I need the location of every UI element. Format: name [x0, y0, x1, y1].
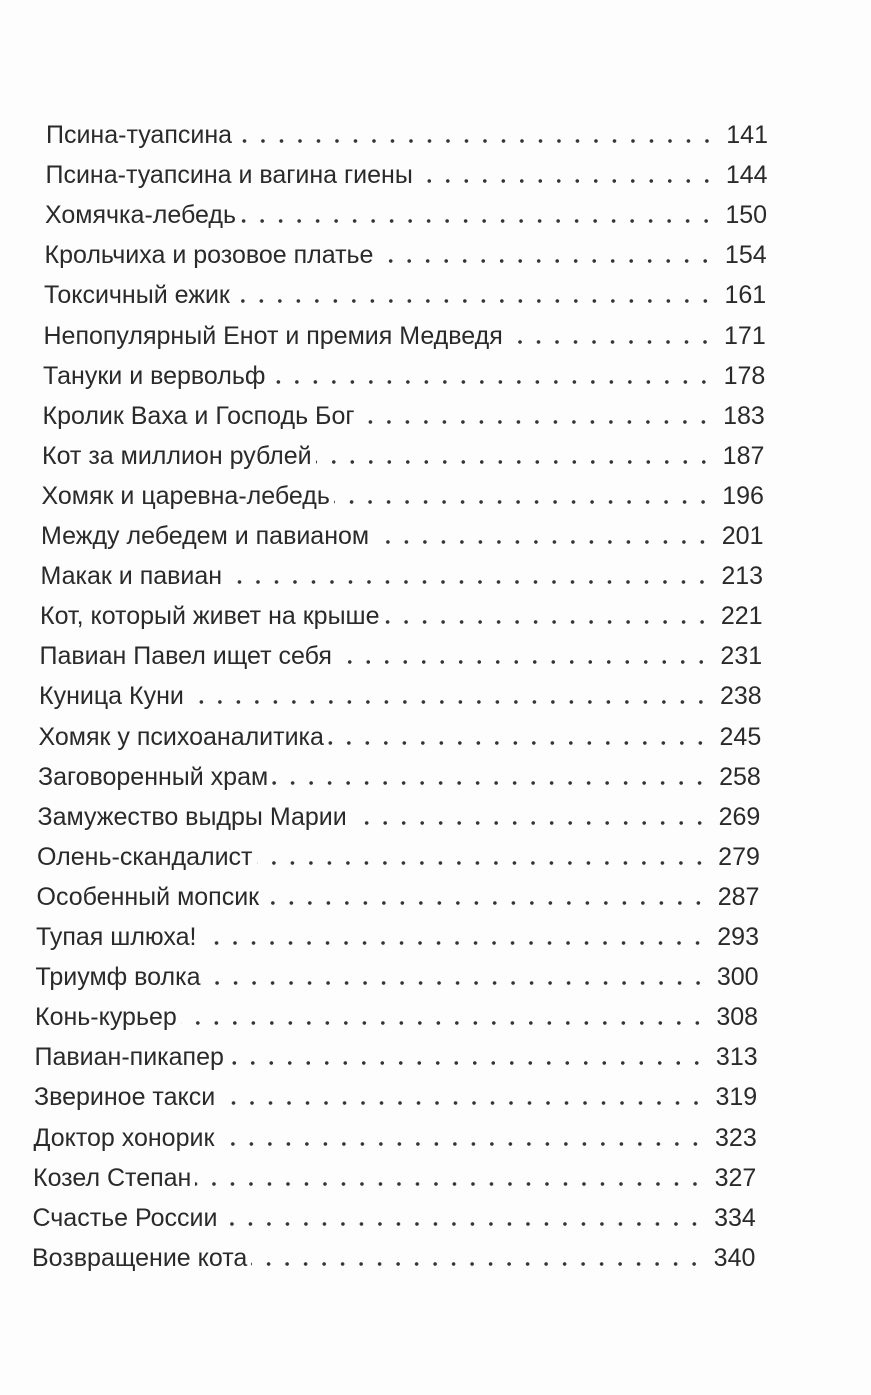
toc-entry-title: Хомячка-лебедь	[45, 201, 236, 230]
dot-leader	[377, 258, 714, 264]
toc-entry-page: 213	[721, 562, 764, 591]
toc-entry-title: Павиан-пикапер	[34, 1043, 224, 1072]
toc-entry-page: 154	[724, 241, 767, 270]
toc-entry-page: 231	[720, 642, 763, 671]
toc-entry-page: 238	[719, 682, 762, 711]
toc-entry	[39, 720, 762, 754]
toc-entry-page: 183	[723, 401, 765, 430]
dot-leader	[384, 619, 711, 625]
toc-entry-title: Счастье России	[32, 1203, 218, 1232]
dot-leader	[195, 1181, 704, 1187]
dot-leader	[263, 900, 708, 906]
toc-entry	[41, 559, 764, 593]
dot-leader	[240, 218, 715, 224]
toc-entry-title: Возвращение кота	[32, 1243, 248, 1272]
dot-leader	[417, 178, 716, 184]
toc-entry-title: Между лебедем и павианом	[41, 522, 370, 550]
toc-entry-page: 150	[725, 201, 768, 230]
toc-entry	[38, 800, 761, 834]
toc-entry-page: 319	[715, 1083, 758, 1112]
dot-leader	[257, 860, 709, 866]
toc-entry	[41, 519, 764, 553]
toc-entry-title: Особенный мопсик	[36, 882, 260, 911]
toc-entry	[44, 319, 766, 353]
toc-entry	[43, 399, 765, 433]
dot-leader	[234, 298, 715, 304]
toc-entry	[38, 760, 761, 794]
toc-entry	[46, 118, 768, 152]
toc-entry-title: Непопулярный Енот и премия Медведя	[43, 321, 503, 350]
dot-leader	[269, 379, 713, 385]
dot-leader	[218, 1141, 705, 1147]
toc-entry	[37, 880, 760, 914]
dot-leader	[334, 499, 712, 505]
toc-entry-page: 287	[717, 882, 760, 911]
toc-entry-page: 308	[716, 1003, 759, 1032]
toc-entry	[44, 278, 766, 312]
toc-entry	[34, 1080, 757, 1114]
toc-entry-page: 187	[722, 441, 765, 470]
toc-entry	[39, 679, 762, 713]
dot-leader	[358, 419, 713, 425]
toc-entry-page: 300	[716, 963, 759, 992]
dot-leader	[316, 459, 713, 465]
toc-entry-title: Псина-туапсина и вагина гиены	[45, 161, 413, 190]
toc-entry-title: Крольчиха и розовое платье	[44, 241, 374, 270]
toc-entry	[40, 639, 763, 673]
toc-entry-page: 144	[725, 161, 768, 190]
toc-entry	[33, 1201, 756, 1235]
toc-entry-page: 313	[715, 1043, 758, 1072]
toc-entry-page: 171	[724, 321, 766, 350]
dot-leader	[507, 339, 714, 345]
toc-entry-page: 178	[723, 361, 766, 390]
toc-entry	[45, 238, 767, 272]
toc-entry-page: 221	[720, 602, 763, 631]
toc-entry-page: 293	[717, 923, 759, 951]
toc-entry	[34, 1121, 757, 1155]
toc-entry-title: Звериное такси	[34, 1083, 216, 1112]
toc-entry	[32, 1241, 755, 1275]
dot-leader	[181, 1020, 707, 1026]
dot-leader	[236, 138, 716, 144]
toc-entry	[36, 920, 759, 954]
toc-entry	[33, 1161, 756, 1195]
toc-entry-title: Павиан Павел ищет себя	[39, 642, 332, 671]
toc-entry-page: 258	[719, 762, 761, 791]
toc-entry-page: 201	[721, 522, 764, 550]
toc-entry	[42, 439, 764, 473]
toc-entry-title: Псина-туапсина	[46, 121, 233, 149]
toc-entry-title: Доктор хонорик	[33, 1123, 215, 1152]
toc-entry	[35, 1000, 758, 1034]
toc-entry-title: Хомяк и царевна-лебедь	[41, 481, 330, 510]
toc-entry-title: Тануки и вервольф	[43, 361, 266, 390]
toc-entry-title: Токсичный ежик	[44, 281, 230, 310]
dot-leader	[328, 740, 710, 746]
toc-entry-title: Хомяк у психоаналитика	[38, 722, 324, 751]
toc-entry-title: Конь-курьер	[35, 1003, 177, 1032]
toc-entry-title: Замужество выдры Марии	[37, 802, 347, 831]
dot-leader	[219, 1100, 705, 1106]
dot-leader	[272, 780, 709, 786]
toc-entry	[42, 479, 764, 513]
toc-entry	[37, 840, 760, 874]
toc-entry-page: 161	[724, 281, 767, 310]
toc-entry-page: 245	[719, 722, 762, 751]
toc-entry	[43, 359, 765, 393]
dot-leader	[373, 539, 712, 545]
toc-entry-title: Олень-скандалист	[37, 842, 253, 871]
toc-entry-title: Макак и павиан	[40, 562, 223, 591]
toc-entry-title: Триумф волка	[35, 963, 201, 992]
dot-leader	[221, 1221, 704, 1227]
toc-entry-page: 269	[718, 802, 761, 831]
dot-leader	[228, 1060, 706, 1066]
dot-leader	[351, 820, 709, 826]
dot-leader	[336, 659, 711, 665]
toc-entry-title: Козел Степан	[33, 1163, 192, 1192]
toc-entry-page: 141	[726, 121, 768, 149]
toc-entry	[40, 599, 763, 633]
toc-entry-title: Кот, который живет на крыше	[40, 602, 380, 631]
toc-entry	[35, 1040, 758, 1074]
toc-entry-page: 340	[713, 1243, 756, 1272]
toc-entry-page: 196	[722, 481, 764, 510]
toc-entry-title: Тупая шлюха!	[36, 923, 197, 951]
dot-leader	[200, 940, 707, 946]
toc-entry-title: Заговоренный храм	[38, 762, 269, 791]
toc-entry-page: 327	[714, 1163, 757, 1192]
dot-leader	[205, 980, 707, 986]
toc-entry	[36, 960, 759, 994]
dot-leader	[251, 1261, 703, 1267]
toc-entry	[45, 198, 767, 232]
toc-entry-title: Кот за миллион рублей	[42, 441, 312, 470]
toc-entry-page: 279	[718, 842, 760, 871]
toc-entry-page: 323	[715, 1123, 757, 1152]
toc-entry-page: 334	[714, 1203, 756, 1232]
toc-entry-title: Куница Куни	[39, 682, 184, 711]
dot-leader	[226, 579, 711, 585]
dot-leader	[188, 699, 710, 705]
toc-entry	[46, 158, 768, 192]
toc-entry-title: Кролик Ваха и Господь Бог	[42, 401, 355, 430]
